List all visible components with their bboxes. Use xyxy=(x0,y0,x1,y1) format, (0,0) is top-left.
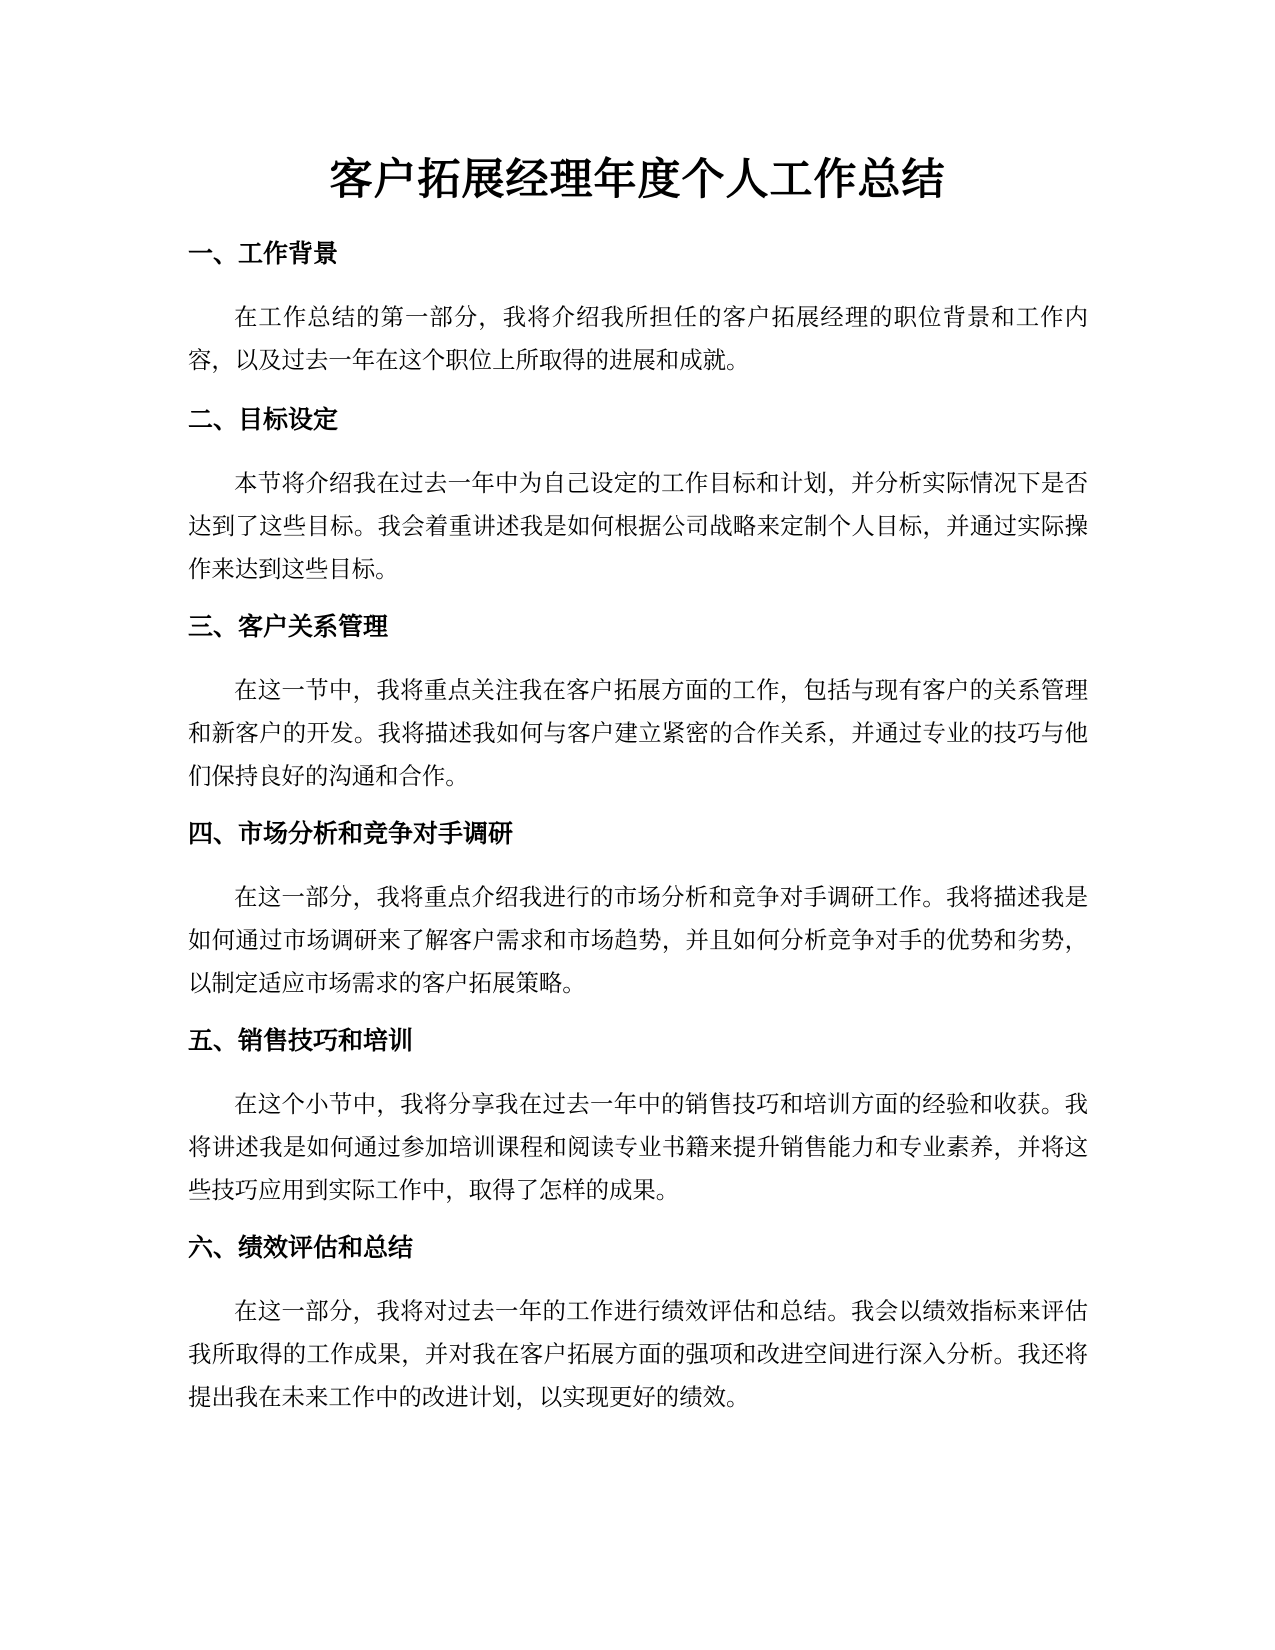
section-body-5: 在这个小节中，我将分享我在过去一年中的销售技巧和培训方面的经验和收获。我将讲述我是如何通过参加培训课程和阅读专业书籍来提升销售能力和专业素养，并将这些技巧应用到实际工作中，取得了怎样的成果。 xyxy=(188,1090,1088,1204)
section-heading-3: 三、客户关系管理 xyxy=(188,612,389,641)
section-heading-1: 一、工作背景 xyxy=(188,239,339,268)
section-heading-4: 四、市场分析和竞争对手调研 xyxy=(188,819,514,848)
section-heading-5: 五、销售技巧和培训 xyxy=(188,1026,414,1055)
section-body-1: 在工作总结的第一部分，我将介绍我所担任的客户拓展经理的职位背景和工作内容，以及过去一年在这个职位上所取得的进展和成就。 xyxy=(188,303,1088,374)
section-body-6: 在这一部分，我将对过去一年的工作进行绩效评估和总结。我会以绩效指标来评估我所取得的工作成果，并对我在客户拓展方面的强项和改进空间进行深入分析。我还将提出我在未来工作中的改进计划，以实现更好的绩效。 xyxy=(188,1297,1088,1411)
section-body-3: 在这一节中，我将重点关注我在客户拓展方面的工作，包括与现有客户的关系管理和新客户的开发。我将描述我如何与客户建立紧密的合作关系，并通过专业的技巧与他们保持良好的沟通和合作。 xyxy=(188,676,1088,790)
section-body-4: 在这一部分，我将重点介绍我进行的市场分析和竞争对手调研工作。我将描述我是如何通过市场调研来了解客户需求和市场趋势，并且如何分析竞争对手的优势和劣势，以制定适应市场需求的客户拓展策略。 xyxy=(188,883,1088,997)
section-body-2: 本节将介绍我在过去一年中为自己设定的工作目标和计划，并分析实际情况下是否达到了这些目标。我会着重讲述我是如何根据公司战略来定制个人目标，并通过实际操作来达到这些目标。 xyxy=(188,469,1088,583)
section-heading-6: 六、绩效评估和总结 xyxy=(188,1233,414,1262)
document-title: 客户拓展经理年度个人工作总结 xyxy=(329,155,946,205)
section-heading-2: 二、目标设定 xyxy=(188,405,339,434)
